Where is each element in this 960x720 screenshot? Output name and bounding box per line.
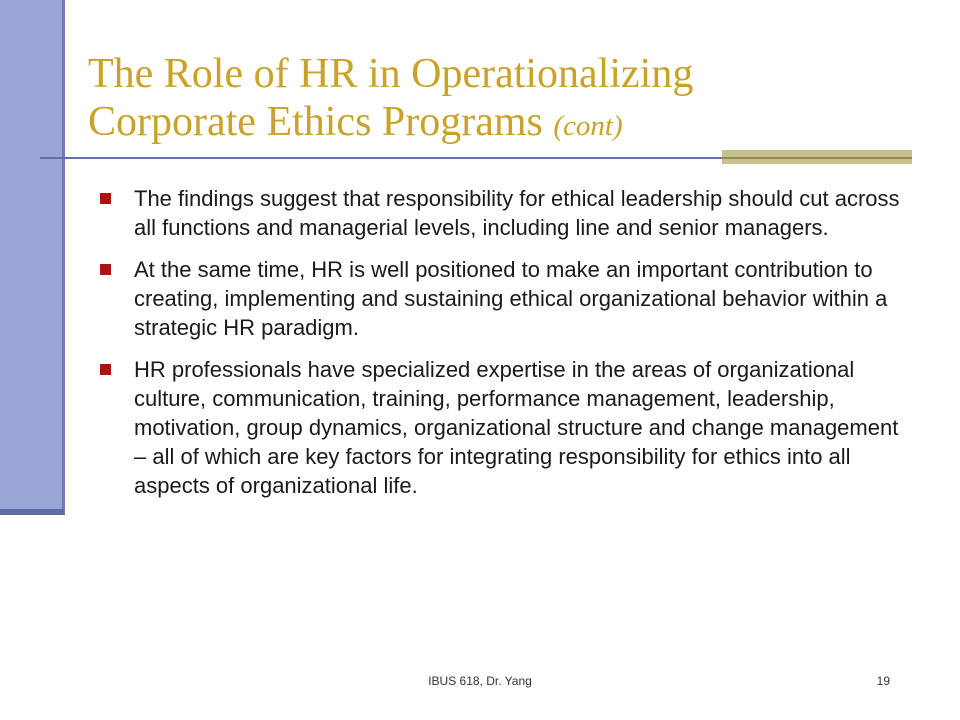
square-bullet-icon [100, 264, 111, 275]
slide-footer: IBUS 618, Dr. Yang [428, 674, 532, 688]
bullet-text: At the same time, HR is well positioned to make an important contribution to creating, implementing and sustaining ethical organizational behavior within a strategic HR paradigm. [134, 257, 888, 340]
bullet-item [100, 355, 900, 500]
title-suffix: (cont) [553, 110, 623, 142]
bullet-text: HR professionals have specialized expertise in the areas of organizational culture, communication, training, performance management, leadership, motivation, group dynamics, organizational structure and change management – all of which are key factors for integrating responsibility for ethics into all aspects of organizational life. [134, 357, 899, 498]
page-number: 19 [876, 674, 890, 688]
left-bar-shadow [0, 509, 64, 515]
square-bullet-icon [100, 364, 111, 375]
title-line-1: The Role of HR in Operationalizing [88, 51, 694, 97]
bullet-item [100, 255, 900, 342]
bullet-list [100, 184, 900, 513]
left-bar-edge [62, 0, 65, 515]
bullet-text: The findings suggest that responsibility for ethical leadership should cut across all functions and managerial levels, including line and senior managers. [134, 186, 900, 240]
title-underline-accent-line [722, 157, 912, 159]
title-line-2: Corporate Ethics Programs [88, 99, 543, 145]
left-decorative-bar [0, 0, 64, 512]
square-bullet-icon [100, 193, 111, 204]
bullet-item [100, 184, 900, 242]
slide-title [88, 50, 928, 150]
